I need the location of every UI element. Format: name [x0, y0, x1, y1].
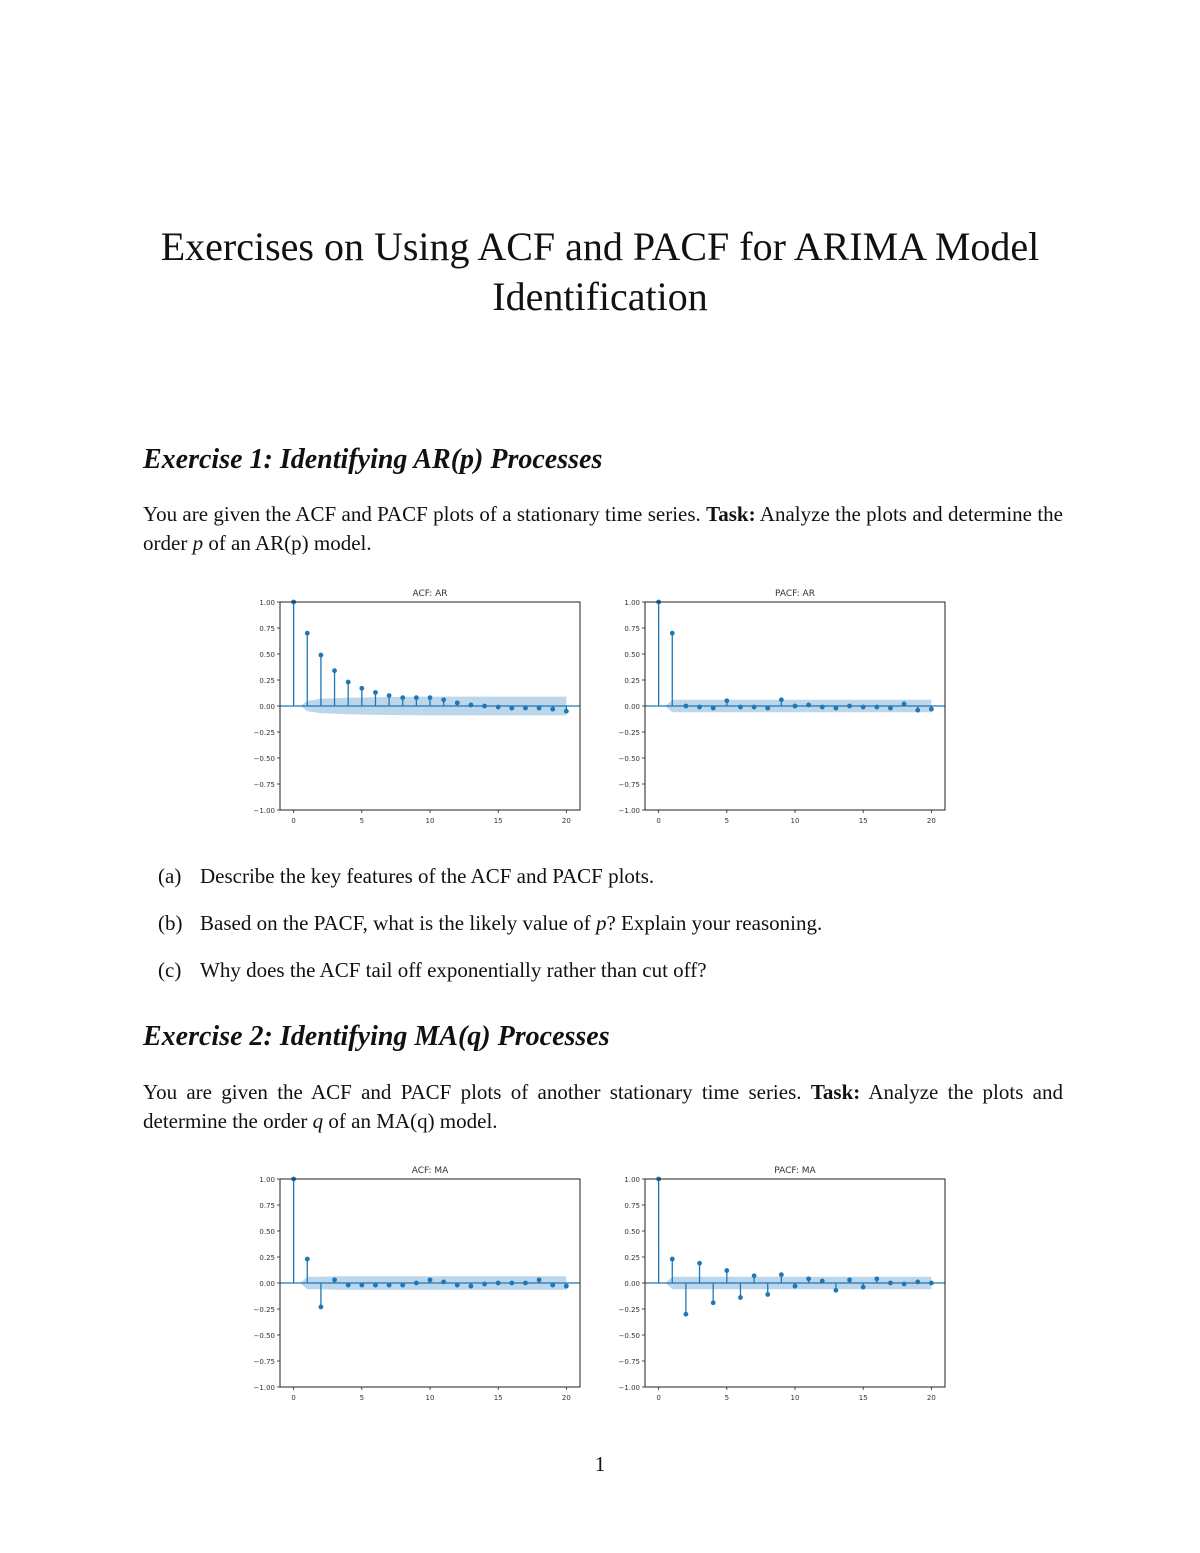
marker-lag-16: [509, 1281, 514, 1286]
marker-lag-5: [359, 686, 364, 691]
marker-lag-2: [319, 653, 324, 658]
marker-lag-4: [346, 1283, 351, 1288]
question-text: Why does the ACF tail off exponentially rather than cut off?: [200, 958, 707, 982]
x-tick-label: 15: [858, 817, 868, 825]
marker-lag-5: [724, 698, 729, 703]
chart-title: PACF: MA: [774, 1166, 816, 1176]
marker-lag-7: [752, 705, 757, 710]
marker-lag-3: [697, 705, 702, 710]
y-tick-label: 0.50: [259, 1228, 275, 1236]
marker-lag-19: [550, 1283, 555, 1288]
marker-lag-3: [697, 1261, 702, 1266]
intro-text-3: of an AR(p) model.: [208, 531, 372, 555]
intro-text-2: Analyze the plots and determine the order: [143, 502, 1063, 555]
marker-lag-13: [834, 706, 839, 711]
y-tick-label: −1.00: [618, 807, 640, 815]
y-tick-label: −0.50: [618, 1332, 640, 1340]
marker-lag-1: [670, 1257, 675, 1262]
y-tick-label: 1.00: [624, 599, 640, 607]
x-tick-label: 10: [425, 817, 435, 825]
marker-lag-5: [359, 1283, 364, 1288]
marker-lag-16: [874, 705, 879, 710]
marker-lag-12: [455, 1283, 460, 1288]
x-tick-label: 5: [724, 1394, 730, 1402]
marker-lag-14: [847, 704, 852, 709]
y-tick-label: −0.25: [618, 729, 640, 737]
question-label: (a): [158, 864, 182, 888]
marker-lag-17: [888, 1281, 893, 1286]
x-tick-label: 15: [493, 1394, 503, 1402]
marker-lag-16: [509, 706, 514, 711]
y-tick-label: 0.00: [624, 1280, 640, 1288]
y-tick-label: 0.25: [259, 677, 275, 685]
exercise-1-questions: [158, 862, 822, 1003]
x-tick-label: 20: [926, 1394, 936, 1402]
y-tick-label: 1.00: [259, 599, 275, 607]
marker-lag-1: [670, 631, 675, 636]
y-tick-label: 0.75: [259, 1202, 275, 1210]
marker-lag-8: [400, 695, 405, 700]
marker-lag-15: [496, 1281, 501, 1286]
title-line-2: Identification: [492, 274, 708, 319]
exercise-1-intro: [143, 500, 1063, 558]
x-tick-label: 5: [724, 817, 730, 825]
marker-lag-9: [779, 1272, 784, 1277]
title-line-1: Exercises on Using ACF and PACF for ARIMA Model: [160, 224, 1040, 269]
x-tick-label: 0: [291, 1394, 296, 1402]
y-tick-label: 0.25: [624, 677, 640, 685]
y-tick-label: −1.00: [253, 1384, 275, 1392]
marker-lag-1: [305, 631, 310, 636]
marker-lag-10: [428, 1277, 433, 1282]
y-tick-label: 0.75: [624, 1202, 640, 1210]
y-tick-label: 1.00: [259, 1176, 275, 1184]
marker-lag-11: [441, 697, 446, 702]
y-tick-label: 0.00: [259, 1280, 275, 1288]
marker-lag-5: [724, 1268, 729, 1273]
question-a: [158, 862, 822, 909]
y-tick-label: −0.75: [618, 1358, 640, 1366]
marker-lag-3: [332, 1277, 337, 1282]
y-tick-label: −0.75: [253, 781, 275, 789]
marker-lag-7: [752, 1273, 757, 1278]
y-tick-label: 0.75: [624, 625, 640, 633]
y-tick-label: 0.50: [259, 651, 275, 659]
marker-lag-10: [793, 704, 798, 709]
marker-lag-18: [902, 1282, 907, 1287]
y-tick-label: −0.50: [253, 1332, 275, 1340]
question-label: (c): [158, 958, 182, 982]
intro-text-3: of an MA(q) model.: [328, 1109, 498, 1133]
pacf-ar-chart: [605, 584, 955, 829]
y-tick-label: −0.25: [253, 1306, 275, 1314]
marker-lag-18: [537, 1277, 542, 1282]
marker-lag-18: [537, 706, 542, 711]
marker-lag-20: [929, 707, 934, 712]
x-tick-label: 5: [359, 1394, 365, 1402]
y-tick-label: 0.75: [259, 625, 275, 633]
question-text: Describe the key features of the ACF and PACF plots.: [200, 864, 655, 888]
y-tick-label: −0.75: [618, 781, 640, 789]
marker-lag-7: [387, 1283, 392, 1288]
y-tick-label: −0.50: [618, 755, 640, 763]
exercise-2-heading: Exercise 2: Identifying MA(q) Processes: [143, 1021, 610, 1052]
marker-lag-4: [346, 680, 351, 685]
marker-lag-8: [765, 1292, 770, 1297]
marker-lag-8: [765, 706, 770, 711]
marker-lag-12: [820, 705, 825, 710]
pacf-ma-chart: [605, 1161, 955, 1406]
order-variable: p: [595, 911, 607, 935]
marker-lag-6: [738, 705, 743, 710]
marker-lag-6: [373, 1283, 378, 1288]
marker-lag-11: [806, 703, 811, 708]
marker-lag-1: [305, 1257, 310, 1262]
y-tick-label: 0.25: [624, 1254, 640, 1262]
order-variable: p: [192, 531, 204, 555]
question-b: [158, 909, 822, 956]
marker-lag-19: [915, 1280, 920, 1285]
chart-title: ACF: AR: [412, 589, 448, 599]
exercise-1-heading: Exercise 1: Identifying AR(p) Processes: [143, 444, 603, 475]
task-label: Task:: [706, 502, 756, 526]
intro-text-2: Analyze the plots and determine the order: [143, 1080, 1064, 1133]
document-title: [0, 222, 1200, 322]
exercise-2-intro: [143, 1078, 1063, 1136]
marker-lag-4: [711, 1300, 716, 1305]
marker-lag-13: [469, 703, 474, 708]
x-tick-label: 5: [359, 817, 365, 825]
y-tick-label: −1.00: [253, 807, 275, 815]
marker-lag-16: [874, 1276, 879, 1281]
order-variable: q: [312, 1109, 324, 1133]
y-tick-label: −1.00: [618, 1384, 640, 1392]
question-text-post: ? Explain your reasoning.: [606, 911, 823, 935]
y-tick-label: 0.50: [624, 1228, 640, 1236]
marker-lag-14: [847, 1277, 852, 1282]
marker-lag-15: [496, 705, 501, 710]
question-label: (b): [158, 911, 183, 935]
marker-lag-10: [793, 1284, 798, 1289]
y-tick-label: −0.25: [253, 729, 275, 737]
marker-lag-18: [902, 702, 907, 707]
x-tick-label: 15: [493, 817, 503, 825]
marker-lag-8: [400, 1283, 405, 1288]
x-tick-label: 20: [926, 817, 936, 825]
marker-lag-20: [929, 1281, 934, 1286]
x-tick-label: 20: [561, 1394, 571, 1402]
marker-lag-2: [319, 1305, 324, 1310]
marker-lag-20: [564, 709, 569, 714]
x-tick-label: 10: [425, 1394, 435, 1402]
chart-title: PACF: AR: [775, 589, 815, 599]
y-tick-label: 0.25: [259, 1254, 275, 1262]
marker-lag-19: [915, 708, 920, 713]
page-number: 1: [594, 1452, 606, 1476]
y-tick-label: 0.00: [259, 703, 275, 711]
y-tick-label: 0.00: [624, 703, 640, 711]
question-text: Based on the PACF, what is the likely value of: [200, 911, 591, 935]
x-tick-label: 20: [561, 817, 571, 825]
task-label: Task:: [810, 1080, 861, 1104]
marker-lag-6: [738, 1295, 743, 1300]
y-tick-label: −0.75: [253, 1358, 275, 1366]
marker-lag-11: [806, 1276, 811, 1281]
marker-lag-11: [441, 1280, 446, 1285]
marker-lag-2: [684, 1312, 689, 1317]
marker-lag-14: [482, 704, 487, 709]
x-tick-label: 10: [790, 1394, 800, 1402]
y-tick-label: −0.50: [253, 755, 275, 763]
marker-lag-13: [469, 1284, 474, 1289]
y-tick-label: 0.50: [624, 651, 640, 659]
y-tick-label: 1.00: [624, 1176, 640, 1184]
marker-lag-15: [861, 1285, 866, 1290]
x-tick-label: 0: [656, 817, 661, 825]
marker-lag-10: [428, 695, 433, 700]
marker-lag-17: [523, 1281, 528, 1286]
marker-lag-9: [414, 1281, 419, 1286]
marker-lag-9: [779, 697, 784, 702]
marker-lag-9: [414, 695, 419, 700]
marker-lag-3: [332, 668, 337, 673]
intro-text-1: You are given the ACF and PACF plots of a stationary time series.: [143, 502, 701, 526]
acf-ma-chart: [240, 1161, 590, 1406]
marker-lag-14: [482, 1282, 487, 1287]
marker-lag-17: [888, 706, 893, 711]
marker-lag-12: [455, 700, 460, 705]
marker-lag-17: [523, 706, 528, 711]
marker-lag-15: [861, 705, 866, 710]
question-c: [158, 956, 822, 1003]
marker-lag-6: [373, 690, 378, 695]
marker-lag-20: [564, 1284, 569, 1289]
marker-lag-4: [711, 706, 716, 711]
chart-title: ACF: MA: [411, 1166, 449, 1176]
intro-text-1: You are given the ACF and PACF plots of another stationary time series.: [143, 1080, 802, 1104]
x-tick-label: 10: [790, 817, 800, 825]
x-tick-label: 15: [858, 1394, 868, 1402]
marker-lag-2: [684, 704, 689, 709]
acf-ar-chart: [240, 584, 590, 829]
marker-lag-13: [834, 1288, 839, 1293]
marker-lag-7: [387, 693, 392, 698]
x-tick-label: 0: [291, 817, 296, 825]
marker-lag-19: [550, 707, 555, 712]
marker-lag-12: [820, 1279, 825, 1284]
y-tick-label: −0.25: [618, 1306, 640, 1314]
x-tick-label: 0: [656, 1394, 661, 1402]
